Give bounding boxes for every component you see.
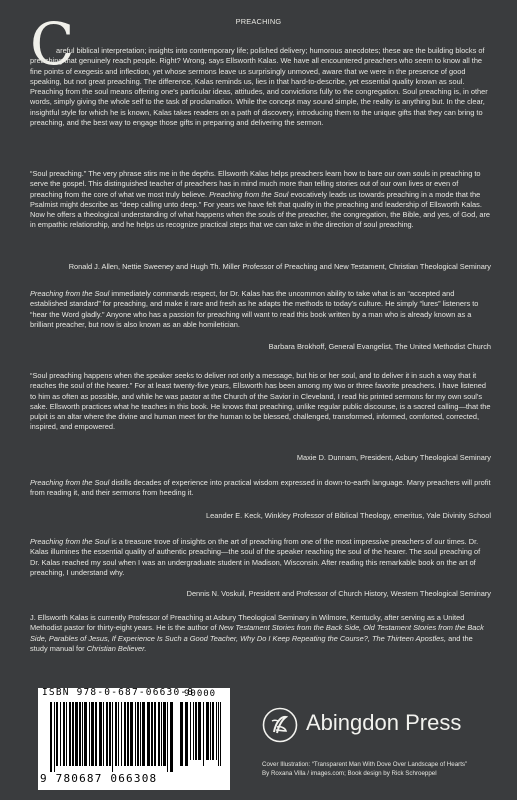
barcode-bar	[154, 702, 156, 766]
category-label: PREACHING	[235, 17, 282, 26]
endorsement-attribution-brokhoff: Barbara Brokhoff, General Evangelist, The United Methodist Church	[268, 342, 491, 351]
barcode-bar	[56, 702, 58, 766]
barcode-bar	[167, 702, 168, 772]
barcode-bar	[115, 702, 117, 766]
barcode-bar	[190, 702, 191, 760]
barcode-bar	[218, 702, 219, 766]
barcode-bar	[89, 702, 90, 766]
barcode-bar	[212, 702, 214, 760]
ean-digits: 9 780687 066308	[40, 772, 158, 785]
endorsement-quote-dunnam: “Soul preaching happens when the speaker seeks to deliver not only a message, but his or her soul, and to deliver it in such a way that it reaches the soul of the hearer.” For at least twenty-five years, Ellsworth has been among my two or three favorite preachers. I have listened to him as often as possible, and while he was pastor at the Church of the Savior in Cleveland, I read his printed sermons for my own soul's sake. Ellsworth practices what he teaches in this book. He knows that preaching, unlike regular public discourse, is a sacred calling—that the pulpit is an altar where the divine and human meet for the human to be blessed, challenged, transformed, informed, comforted, corrected, inspired, and empowered.	[30, 371, 491, 432]
barcode-bar	[95, 702, 97, 766]
barcode-bar	[91, 702, 94, 766]
barcode-bar	[210, 702, 211, 760]
barcode-bar	[142, 702, 145, 766]
endorsement-attribution-allen: Ronald J. Allen, Nettie Sweeney and Hugh Th. Miller Professor of Preaching and New Testament, Christian Theological Seminary	[68, 262, 491, 271]
barcode-bar	[69, 702, 71, 766]
barcode-bar	[198, 702, 201, 760]
barcode-bar	[185, 702, 188, 766]
barcode-bar	[140, 702, 141, 766]
publisher-name: Abingdon Press	[306, 710, 462, 735]
ean-barcode-bars	[50, 702, 174, 772]
barcode-bar	[50, 702, 52, 772]
barcode-bar	[103, 702, 104, 766]
barcode-bar	[127, 702, 129, 766]
barcode-bar	[220, 702, 221, 766]
cover-credit-line: Cover Illustration: “Transparent Man With Dove Over Landscape of Hearts”	[262, 761, 468, 768]
barcode-bar	[63, 702, 65, 766]
endorsement-attribution-voskuil: Dennis N. Voskuil, President and Professor of Church History, Western Theological Seminary	[186, 589, 491, 598]
barcode-bar	[109, 702, 111, 766]
barcode-bar	[135, 702, 136, 766]
barcode-bar	[60, 702, 61, 766]
cover-credit-line: By Roxana Villa / images.com; Book design by Rick Schroeppel	[262, 770, 437, 777]
barcode-bar	[206, 702, 209, 760]
barcode-bar	[79, 702, 81, 766]
cover-credit	[262, 760, 512, 778]
barcode-bar	[121, 702, 122, 766]
endorsement-attribution-dunnam: Maxie D. Dunnam, President, Asbury Theological Seminary	[296, 453, 491, 462]
barcode-bar	[170, 702, 173, 772]
barcode-bar	[147, 702, 150, 766]
barcode-bar	[158, 702, 160, 766]
barcode	[38, 688, 230, 790]
barcode-bar	[66, 702, 67, 766]
barcode-bar	[75, 702, 78, 766]
barcode-bar	[99, 702, 102, 766]
barcode-bar	[72, 702, 74, 766]
drop-cap: C	[30, 10, 75, 78]
barcode-bar	[161, 702, 162, 766]
barcode-bar	[130, 702, 133, 766]
price-code: 90000	[184, 689, 217, 699]
endorsement-quote-allen: “Soul preaching.” The very phrase stirs me in the depths. Ellsworth Kalas helps preachers learn how to bare our own souls in preaching to serve the gospel. This distinguished teacher of preachers has in mind much more than telling stories out of our own lives or even of preaching from the core of what we most truly believe. Preaching from the Soul evocatively leads us towards preaching in a mode that the Psalmist might describe as “deep calling unto deep.” For years we have felt that quality in the preaching and leadership of Ellsworth Kalas. Now he offers a theological understanding of what happens when the souls of the preacher, the congregation, the Bible, and yes, of God, are in empathic relationship, and he helps us recognize practical steps that we can take in the direction of soul preaching.	[30, 169, 491, 230]
barcode-bar	[54, 702, 55, 772]
barcode-bar	[203, 702, 204, 766]
barcode-bar	[137, 702, 139, 766]
isbn-label: ISBN 978-0-687-06630-8	[42, 687, 195, 698]
barcode-bar	[151, 702, 153, 766]
endorsement-attribution-keck: Leander E. Keck, Winkley Professor of Biblical Theology, emeritus, Yale Divinity School	[206, 511, 491, 520]
endorsement-quote-keck: Preaching from the Soul distills decades of experience into practical wisdom expressed in down-to-earth language. Many preachers will profit from reading it, and their sermons from heeding it.	[30, 478, 491, 498]
barcode-bar	[106, 702, 108, 766]
barcode-bar	[124, 702, 126, 766]
barcode-bar	[180, 702, 183, 766]
intro-paragraph: areful biblical interpretation; insights into contemporary life; polished delivery; humorous anecdotes; these are the building blocks of preaching that genuinely reach people. Right? Wrong, says Ellsworth Kalas. We have all encountered preachers who seem to know all the fine points of exegesis and inflection, yet whose sermons leave us surprisingly unmoved, aware that we were in the presence of good speaking, but not great preaching. The difference, Kalas reminds us, lies in that hard-to-describe, yet essential quality known as soul. Preaching from the soul means offering one's particular ideas, attitudes, and convictions fully to the congregation. Soul preaching is, in other words, simply giving the whole self to the task of proclamation. While the concept may sound simple, the reality is anything but. In the clear, insightful style for which he is known, Kalas takes readers on a path of discovery, introducing them to the unique gifts that they can bring to preaching, and the best way to engage those gifts in preparing and delivering the sermon.	[30, 46, 488, 128]
barcode-bar	[82, 702, 83, 766]
barcode-bar	[163, 702, 166, 766]
barcode-bar	[195, 702, 197, 760]
abingdon-logo-icon	[262, 707, 298, 743]
barcode-bar	[216, 702, 217, 760]
addon-barcode-bars	[180, 702, 224, 772]
barcode-bar	[118, 702, 119, 766]
author-bio: J. Ellsworth Kalas is currently Professor of Preaching at Asbury Theological Seminary in Wilmore, Kentucky, after serving as a United Methodist pastor for thirty-eight years. He is the author of New Testament Stories from the Back Side, Old Testament Stories from the Back Side, Parables of Jesus, If Experience Is Such a Good Teacher, Why Do I Keep Repeating the Course?, The Thirteen Apostles, and the study manual for Christian Believer.	[30, 613, 484, 653]
endorsement-quote-brokhoff: Preaching from the Soul immediately commands respect, for Dr. Kalas has the uncommon ability to take what is an “accepted and established standard” for preaching, and make it rare and fresh as he adapts the methods to today's culture. He simply “lures” listeners to “hear the Word gladly.” Anyone who has a passion for preaching will want to read this book written by a man who is already known as a brilliant preacher, but now is also known as an able homiletician.	[30, 289, 479, 329]
barcode-bar	[193, 702, 194, 760]
barcode-bar	[112, 702, 113, 772]
endorsement-quote-voskuil: Preaching from the Soul is a treasure trove of insights on the art of preaching from one of the most impressive preachers of our times. Dr. Kalas illumines the essential quality of authentic preaching—the soul of the speaker reaching the soul of the hearer. The soul preaching of Dr. Kalas reached my soul when I was an undergraduate student in Madison, Wisconsin. After reading this remarkable book on the art of preaching, I understand why.	[30, 537, 481, 577]
barcode-bar	[84, 702, 87, 766]
